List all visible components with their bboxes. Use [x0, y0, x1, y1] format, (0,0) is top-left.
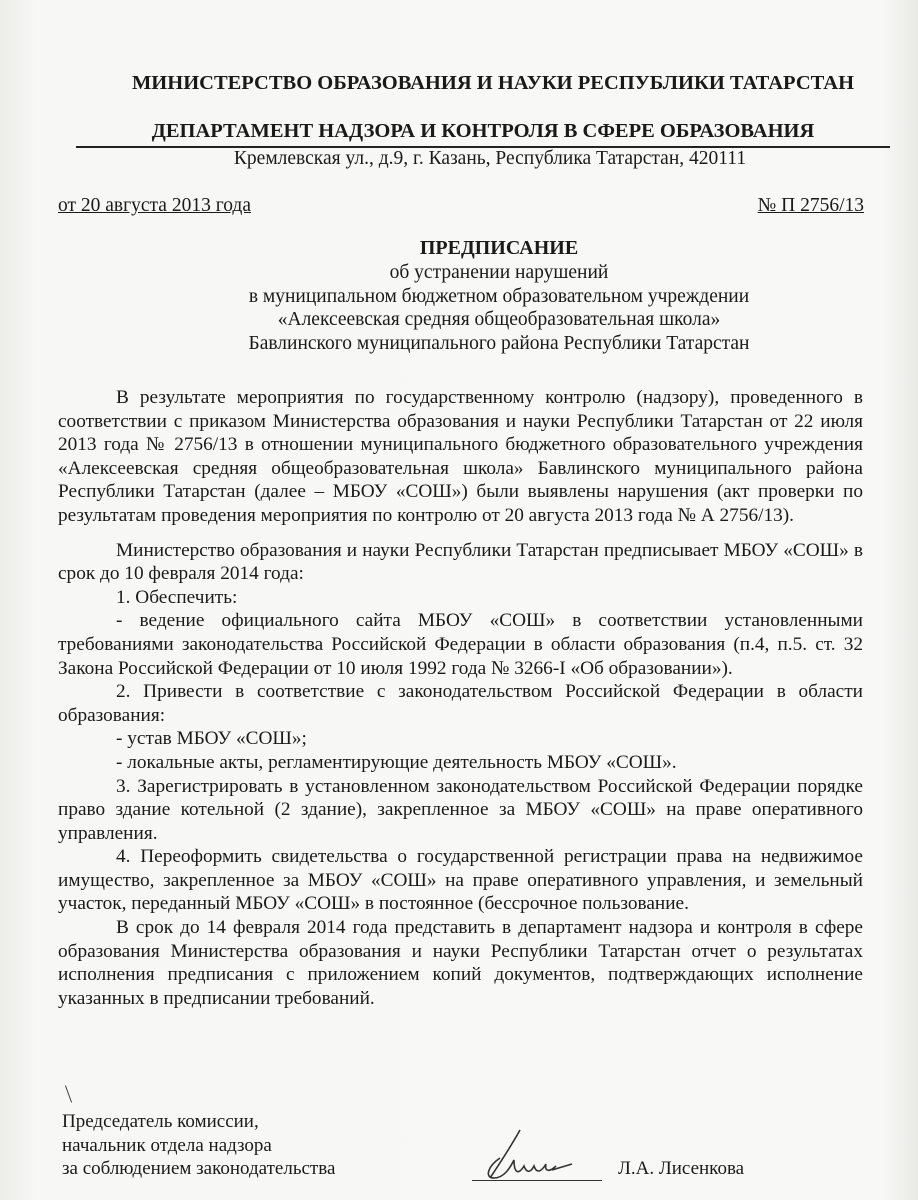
paragraph: - устав МБОУ «СОШ»;	[116, 728, 307, 750]
document-body	[58, 386, 863, 1010]
position-line: за соблюдением законодательства	[62, 1158, 336, 1180]
signatory-name: Л.А. Лисенкова	[618, 1158, 745, 1179]
paragraph: Министерство образования и науки Республики Татарстан предписывает МБОУ «СОШ» в срок до 10 февраля 2014 года:	[58, 539, 863, 585]
paragraph: - локальные акты, регламентирующие деятельность МБОУ «СОШ».	[116, 751, 677, 773]
subtitle-line: об устранении нарушений	[389, 262, 609, 283]
subtitle-line: Бавлинского муниципального района Республики Татарстан	[248, 332, 750, 354]
paragraph: 1. Обеспечить:	[116, 586, 238, 608]
signatory-position	[62, 1110, 335, 1181]
position-line: начальник отдела надзора	[62, 1134, 272, 1156]
paragraph: - ведение официального сайта МБОУ «СОШ» в соответствии установленными требованиями законодательства Российской Федерации в области образования (п.4, п.5. ст. 32 Закона Российской Федерации от 10 июля 1992 года № 3266-I «Об образовании»).	[58, 610, 863, 679]
document-title: ПРЕДПИСАНИЕ	[419, 237, 579, 259]
paragraph: 3. Зарегистрировать в установленном законодательством Российской Федерации порядке право здание котельной (2 здание), закрепленное за МБОУ «СОШ» на праве оперативного управления.	[58, 775, 863, 844]
paragraph: В результате мероприятия по государственному контролю (надзору), проведенного в соответствии с приказом Министерства образования и науки Республики Татарстан от 22 июля 2013 года № 2756/13 в отношении муниципального бюджетного образовательного учреждения «Алексеевская средняя общеобразовательная школа» Бавлинского муниципального района Республики Татарстан (далее – МБОУ «СОШ») были выявлены нарушения (акт проверки по результатам проведения мероприятия по контролю от 20 августа 2013 года № А 2756/13).	[58, 387, 863, 526]
subtitle-line: в муниципальном бюджетном образовательном учреждении	[248, 285, 750, 307]
document-subtitle	[40, 261, 918, 355]
document-date: от 20 августа 2013 года	[58, 195, 251, 216]
pen-mark	[65, 1085, 72, 1102]
address: Кремлевская ул., д.9, г. Казань, Республика Татарстан, 420111	[233, 148, 747, 169]
handwritten-signature	[480, 1128, 590, 1183]
department-name: ДЕПАРТАМЕНТ НАДЗОРА И КОНТРОЛЯ В СФЕРЕ ОБРАЗОВАНИЯ	[151, 120, 815, 142]
subtitle-line: «Алексеевская средняя общеобразовательная школа»	[277, 309, 721, 330]
paragraph: 2. Привести в соответствие с законодательством Российской Федерации в области образования:	[58, 681, 863, 726]
position-line: Председатель комиссии,	[62, 1111, 259, 1132]
ministry-name: МИНИСТЕРСТВО ОБРАЗОВАНИЯ И НАУКИ РЕСПУБЛИКИ ТАТАРСТАН	[131, 72, 855, 94]
paragraph: В срок до 14 февраля 2014 года представить в департамент надзора и контроля в сфере образования Министерства образования и науки Республики Татарстан отчет о результатах исполнения предписания с приложением копий документов, подтверждающих исполнение указанных в предписании требований.	[58, 917, 863, 1009]
paragraph: 4. Переоформить свидетельства о государственной регистрации права на недвижимое имущество, закрепленное за МБОУ «СОШ» на праве оперативного управления, и земельный участок, переданный МБОУ «СОШ» в постоянное (бессрочное пользование.	[58, 846, 863, 915]
document-number: № П 2756/13	[757, 195, 864, 216]
